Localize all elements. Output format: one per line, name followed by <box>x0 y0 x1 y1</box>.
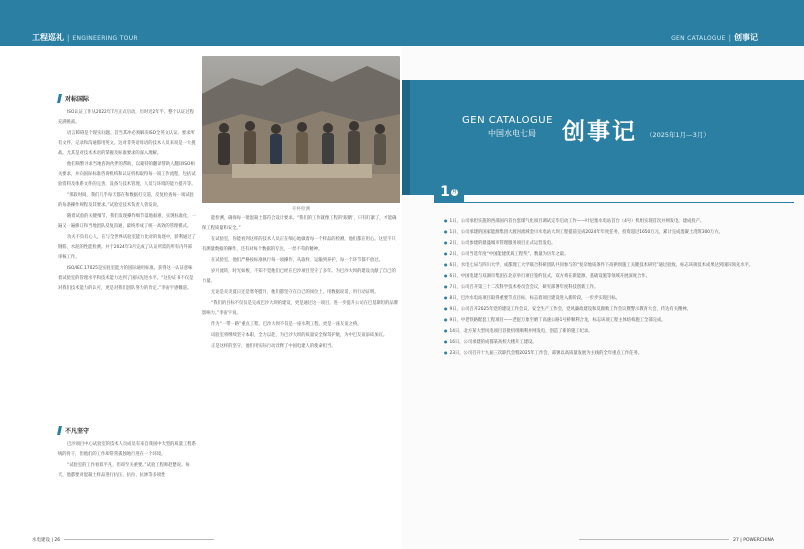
body-paragraph: 在试验室，他们严格按标准执行每一项操作，从取样、运输到养护，每一个环节都不放过。 <box>211 258 383 263</box>
left-column-1b <box>58 440 196 530</box>
month-tab <box>434 181 464 203</box>
left-column-2 <box>202 214 400 530</box>
section-marker-icon <box>57 426 62 435</box>
month-number: 1 <box>440 184 450 200</box>
month-unit: 月 <box>452 190 457 195</box>
right-header: GEN CATALOGUE | 创事记 <box>402 0 804 46</box>
body-paragraph: 作为“一带一路”重点工程，巴沙大坝不仅是一座水利工程，更是一座友谊之桥。 <box>211 322 362 327</box>
event-entry: ● 2日，公司当选年度“中国能建优质工程奖”，数量为历年之最。 <box>438 249 794 260</box>
body-paragraph: 在试验室，你能看到这样的技术人员正在细心地做着每一个样品的检测，他们都在用心。这里不只有测量数据的操作，还有对每个数据的专注，一丝不苟的精神。 <box>202 237 396 252</box>
left-footer: 水电建设 | 26 <box>32 537 218 543</box>
left-header: 工程巡礼 | ENGINEERING TOUR <box>0 0 402 46</box>
body-paragraph: 功夫不负有心人，在与全世界试验室能力比对的角逐中，骄利通过了钢筋、水泥的性能检测。并于2024年3月完成了认证所需的所有内外部审核工作。 <box>58 235 196 260</box>
banner-title: 创事记 <box>562 119 637 145</box>
right-page <box>402 0 804 549</box>
event-entry: ● 7日，公司召开第三十二次科学技术委员会会议，研究部署年度科技创新工作。 <box>438 282 794 293</box>
event-entry: ● 9日，公司召开2025年党的建设工作会议、安全生产工作会，党风廉政建设和反腐败工作会议暨警示教育大会，传达有关精神。 <box>438 304 794 315</box>
right-header-en: GEN CATALOGUE <box>671 35 726 42</box>
section-title-persistence: 不凡坚守 <box>58 424 89 436</box>
event-entry: ● 8日，巴沙水电站项目取得重要节点目标，标志着项目建设进入新阶段，一步步实现目标。 <box>438 293 794 304</box>
body-paragraph: “试验室的工作看似平凡，但却至关重要。”试验工程师赵楚说。每天，他都要对混凝土样品进行抗压、抗拉、抗渗等多项性 <box>58 463 190 478</box>
body-paragraph: 能检测，确保每一批混凝土都符合设计要求。“我们的工作就像工程的‘眼睛’，只有盯紧了，才能确保工程质量和安全。” <box>202 216 397 231</box>
event-entry: ● 9日，中老铁路配套工程项目——老挝万象至磨丁高速公路1号桥顺利合龙，标志该项工程主体结构施工全部完成。 <box>438 315 794 326</box>
left-column-1 <box>58 108 196 458</box>
event-entry: ● 1日，公司承担实施的西部国内首台套煤气化项目调试完毕启动工作——叶尼塞水电站首台（4号）机组实现首次并网发电，建成投产。 <box>438 216 794 227</box>
left-header-en: ENGINEERING TOUR <box>72 35 138 42</box>
body-paragraph: ISO/IEC 17025是实验室能力的国际通用标准。获得这一认证意味着试验室的管理水平和技术能力达到了国际先进水平。“这份证书不仅是对我们技术能力的认可，更是对我们团队努力的肯定。”李宙宇感慨道。 <box>58 266 194 291</box>
event-entry: ● 2日，公司参建的鼎盛城市管理服务项目正式运营发电。 <box>438 238 794 249</box>
event-entry: ● 23日，公司召开十九届三次职代会暨2025年工作会，部署以高质量发展为主线的全年重点工作任务。 <box>438 348 794 359</box>
body-paragraph: 他们频繁寻求当地咨询伙伴的帮助，以蒙特的翻译帮助人翻译ISO相关要求，并向国际标准咨询机构和认证机构取得每一项工作流程，包括试验资料及体系文件的完善，设备与技术管理，人员与环境的能力提升等。 <box>58 162 196 187</box>
event-list <box>438 216 794 532</box>
banner-subtitle: 中国水电七局 <box>488 129 536 138</box>
banner-title-en: GEN CATALOGUE <box>462 115 553 126</box>
event-entry: ● 6日，水电七局与四川大学、成都理工大学联合科研团队共同参与的“复杂地质条件下高拱坝施工关键技术研究”通过验收，标志该项技术成果达到国际领先水平。 <box>438 260 794 271</box>
banner-date-range: （2025年1月—3月） <box>646 131 710 139</box>
month-divider <box>464 202 794 203</box>
body-paragraph: 随着试验的关键细节，我们发现操作细节落地艰难，实现标准化，一遍又一遍修订和当地团队反复沟通，最终形成了统一高效的管理模式。 <box>58 214 196 229</box>
right-header-section: 创事记 <box>734 33 758 42</box>
body-paragraph: “我们的目标不仅仅是完成巴沙大坝的建设，更是通过这一项目，进一步提升公司在巴基斯坦的品牌影响力。”李宙宇说。 <box>202 301 398 316</box>
body-paragraph: 试验室将继续坚守本职，全力以赴，为巴沙大坝的质量安全保驾护航，为中巴友谊添砖加瓦。 <box>211 333 388 338</box>
event-entry: ● 14日，北方某大型风电项目首批机组顺利并网发电，创造了新的施工纪录。 <box>438 326 794 337</box>
body-paragraph: 正是这样的坚守，他们用实际行动诠释了中国电建人的使命担当。 <box>211 344 336 349</box>
body-paragraph: 岁月流转，时光如梭，不知不觉他们已经在巴沙项目坚守了多年。为巴沙大坝的建设贡献了自己的力量。 <box>202 269 396 284</box>
section-title-benchmark: 对标国际 <box>58 92 89 104</box>
body-paragraph: 无论是炎炎夏日还是寒冬腊月，他们都坚守在自己的岗位上，用数据说话，用行动证明。 <box>211 290 379 295</box>
section-marker-icon <box>57 94 62 103</box>
event-entry: ● 16日，公司承建的成都某高校大楼开工建设。 <box>438 337 794 348</box>
left-header-section: 工程巡礼 <box>32 33 64 42</box>
body-paragraph: 巴沙项目中心试验室的技术人员成员有来自我国中大型的质量工程系统的骨干，但他们的工作却常常孤独地行进在一个环境。 <box>58 442 196 457</box>
body-paragraph: 语言障碍是个现实问题。首当其冲必须解决ISO全英文认证。要求所有文件、记录和沟通都用英文。这对非英语母语的技术人员来说是一大挑战。尤其是对技术术语的掌握及标准要求的深入理解。 <box>58 131 196 156</box>
photo-caption: 开杯检测 <box>292 207 310 212</box>
right-footer: 27 | POWERCHINA <box>575 538 774 543</box>
event-entry: ● 1日，公司承建的国家能源集团大渡河流域金川水电站大坝工程提前完成2024年年度任务，投资超过1650万元，累计完成混凝土浇筑300万方。 <box>438 227 794 238</box>
body-paragraph: “那段时间，我们几乎每天都在和数据打交道，反复检查每一项试验的每条操作规程及其要求。”试验室技术负责人曾发说。 <box>58 193 194 208</box>
lab-team-photo <box>202 56 400 203</box>
body-paragraph: ISO认证工作从2022年7月正式启动，历时近2年半。整个认证过程充满挑战。 <box>58 110 194 125</box>
event-entry: ● 6日，中国电建与双湖市集团在北京举行项目签约仪式，双方将在新能源、基础设施等领域开展深度合作。 <box>438 271 794 282</box>
